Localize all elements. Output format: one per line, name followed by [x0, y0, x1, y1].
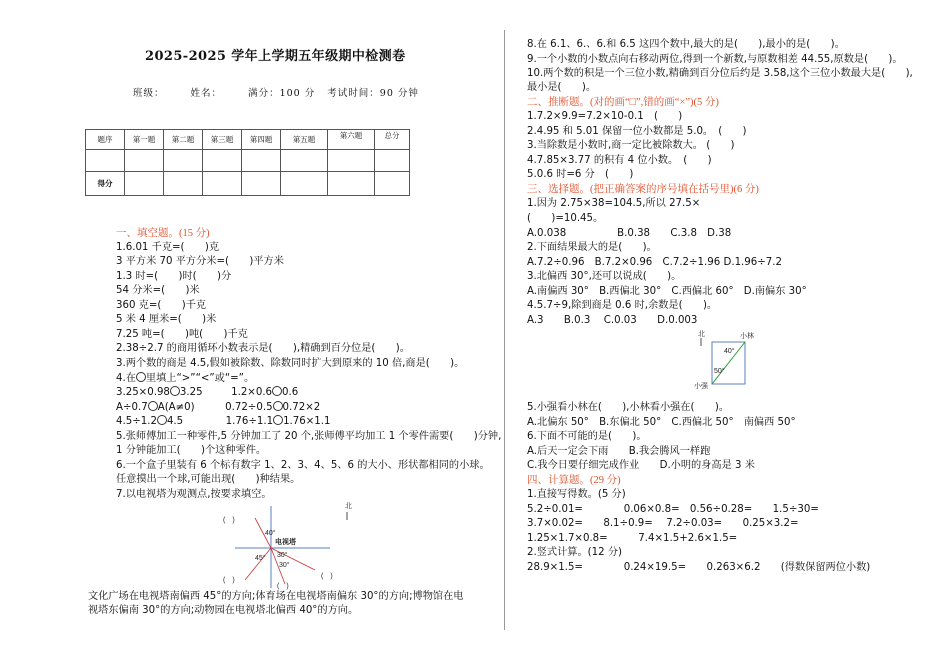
compare-circle-icon[interactable]	[272, 386, 282, 396]
name-label: 姓名：	[190, 88, 223, 99]
compare-circle-icon[interactable]	[148, 401, 158, 411]
q1-line-4: 54 分米=( )米	[116, 285, 200, 296]
q2-line: 2.38÷2.7 的商用循环小数表示是( ),精确到百分位是( )。	[116, 343, 410, 354]
q1-line-5: 360 克=( )千克	[116, 300, 207, 311]
q4-row-1: 3.25×0.98 3.25 1.2×0.6 0.6	[116, 387, 299, 398]
direction-figure-2	[690, 326, 770, 390]
q10-line-a: 10.两个数的积是一个三位小数,精确到百分位后约是 3.58,这个三位小数最大是( ),	[527, 68, 913, 79]
col-2: 第二题	[164, 130, 203, 150]
north-label: 北	[345, 503, 352, 510]
q6-line-b: 任意摸出一个球,可能出现( )种结果。	[116, 474, 301, 485]
angle-40-label-2: 40°	[724, 348, 735, 355]
choice-2-options: A.7.2÷0.96 B.7.2×0.96 C.7.2÷1.96 D.1.96÷7.2	[527, 257, 782, 268]
angle-30-label-b: 30°	[279, 562, 290, 569]
row-header: 题序	[86, 130, 125, 150]
judge-3: 3.当除数是小数时,商一定比被除数大。 ( )	[527, 140, 735, 151]
strong-label: 小强	[694, 383, 708, 390]
forest-label: 小林	[740, 333, 754, 340]
calc-row-2: 3.7×0.02= 8.1÷0.9= 7.2÷0.03= 0.25×3.2=	[527, 518, 799, 529]
section-3-heading: 三、选择题。(把正确答案的序号填在括号里)(6 分)	[527, 184, 759, 195]
choice-1-options: A.0.038 B.0.38 C.3.8 D.38	[527, 228, 732, 239]
tv-tower-label: 电视塔	[275, 539, 296, 546]
judge-5: 5.0.6 时=6 分 ( )	[527, 169, 634, 180]
score-table	[85, 129, 410, 196]
choice-5: 5.小强看小林在( ),小林看小强在( )。	[527, 402, 730, 413]
q5-line-a: 5.张师傅加工一种零件,5 分钟加工了 20 个,张师傅平均加工 1 个零件需要( )分钟,	[116, 431, 502, 442]
choice-1-b: ( )=10.45。	[527, 213, 604, 224]
section-1-heading: 一、填空题。(15 分)	[116, 228, 210, 239]
angle-45-label: 45°	[255, 555, 266, 562]
blank-marker-4: ( )	[321, 573, 333, 580]
score-label: 得分	[86, 172, 125, 196]
angle-30-label-a: 30°	[277, 552, 288, 559]
angle-50-label: 50°	[714, 368, 725, 375]
section-4-heading: 四、计算题。(29 分)	[527, 475, 621, 486]
choice-3: 3.北偏西 30°,还可以说成( )。	[527, 271, 682, 282]
exam-time: 考试时间：90 分钟	[327, 88, 419, 99]
choice-5-options: A.北偏东 50° B.东偏北 50° C.西偏北 50° 南偏西 50°	[527, 417, 796, 428]
q4-intro: 4.在 里填上“>”“<”或“=”。	[116, 373, 255, 384]
calc-row-3: 1.25×1.7×0.8= 7.4×1.5+2.6×1.5=	[527, 533, 738, 544]
col-1: 第一题	[125, 130, 164, 150]
class-label: 班级：	[133, 88, 165, 99]
blank-marker-2: ( )	[223, 577, 235, 584]
choice-6-options-a: A.后天一定会下雨 B.我会腾风一样跑	[527, 446, 711, 457]
q3-line: 3.两个数的商是 4.5,假如被除数、除数同时扩大到原来的 10 倍,商是( )。	[116, 358, 465, 369]
compare-circle-icon[interactable]	[273, 415, 283, 425]
angle-40-label: 40°	[265, 530, 276, 537]
column-divider	[504, 30, 505, 630]
col-5: 第五题	[281, 130, 328, 150]
choice-6-options-b: C.我今日要仔细完成作业 D.小明的身高是 3 米	[527, 460, 755, 471]
choice-4-options: A.3 B.0.3 C.0.03 D.0.003	[527, 315, 698, 326]
col-3: 第三题	[203, 130, 242, 150]
q5-line-b: 1 分钟能加工( )个这种零件。	[116, 445, 267, 456]
q1-line-2: 3 平方米 70 平方分米=( )平方米	[116, 256, 284, 267]
compare-circle-icon[interactable]	[170, 386, 180, 396]
choice-6: 6.下面不可能的是( )。	[527, 431, 647, 442]
q7-desc-b: 视塔东偏南 30°的方向;动物园在电视塔北偏西 40°的方向。	[88, 605, 359, 616]
north-label-2: 北	[698, 331, 705, 338]
judge-2: 2.4.95 和 5.01 保留一位小数都是 5.0。 ( )	[527, 126, 747, 137]
calc-row-1: 5.2÷0.01= 0.06×0.8= 0.56÷0.28= 1.5÷30=	[527, 504, 819, 515]
q4-row-2: A÷0.7 A(A≠0) 0.72÷0.5 0.72×2	[116, 402, 321, 413]
full-marks: 满分：100 分	[248, 88, 316, 99]
col-total: 总分	[375, 130, 410, 150]
q1-line-6: 5 米 4 厘米=( )米	[116, 314, 217, 325]
compare-circle-icon[interactable]	[273, 401, 283, 411]
q9-line: 9.一个小数的小数点向右移动两位,得到一个新数,与原数相差 44.55,原数是( )。	[527, 54, 903, 65]
q10-line-b: 最小是( )。	[527, 82, 597, 93]
blank-marker-3: ( )	[277, 583, 289, 590]
q8-line: 8.在 6.1、6.、6.和 6.5 这四个数中,最大的是( ),最小的是( )。	[527, 39, 845, 50]
col-6: 第六题	[328, 130, 375, 150]
exam-title: 2025-2025 学年上学期五年级期中检测卷	[145, 49, 406, 64]
vertical-calc-intro: 2.竖式计算。(12 分)	[527, 547, 622, 558]
blank-marker-1: ( )	[223, 517, 235, 524]
choice-1-a: 1.因为 2.75×38=104.5,所以 27.5×	[527, 198, 701, 209]
q1-line-3: 1.3 时=( )时( )分	[116, 271, 232, 282]
q6-line-a: 6.一个盒子里装有 6 个标有数字 1、2、3、4、5、6 的大小、形状都相同的小球。	[116, 460, 490, 471]
q7-line: 7.以电视塔为观测点,按要求填空。	[116, 489, 272, 500]
compare-circle-icon[interactable]	[157, 415, 167, 425]
choice-4: 4.5.7÷9,除到商是 0.6 时,余数是( )。	[527, 300, 718, 311]
exam-info	[133, 85, 441, 99]
calc-intro: 1.直接写得数。(5 分)	[527, 489, 626, 500]
q1-line-7: 7.25 吨=( )吨( )千克	[116, 329, 248, 340]
judge-1: 1.7.2×9.9=7.2×10-0.1 ( )	[527, 111, 683, 122]
q4-row-3: 4.5÷1.2 4.5 1.76÷1.1 1.76×1.1	[116, 416, 331, 427]
q1-line-1: 1.6.01 千克=( )克	[116, 242, 220, 253]
judge-4: 4.7.85×3.77 的积有 4 位小数。 ( )	[527, 155, 712, 166]
col-4: 第四题	[242, 130, 281, 150]
q7-desc-a: 文化广场在电视塔南偏西 45°的方向;体育场在电视塔南偏东 30°的方向;博物馆在电	[88, 591, 464, 602]
compare-circle-icon	[136, 372, 146, 382]
tv-tower-direction-figure	[215, 498, 365, 590]
right-column	[506, 0, 950, 657]
section-2-heading: 二、推断题。(对的画“□”,错的画“×”)(5 分)	[527, 97, 719, 108]
choice-2: 2.下面结果最大的是( )。	[527, 242, 657, 253]
vertical-calc-row: 28.9×1.5= 0.24×19.5= 0.263×6.2 (得数保留两位小数)	[527, 562, 871, 573]
choice-3-options: A.南偏西 30° B.西偏北 30° C.西偏北 60° D.南偏东 30°	[527, 286, 807, 297]
